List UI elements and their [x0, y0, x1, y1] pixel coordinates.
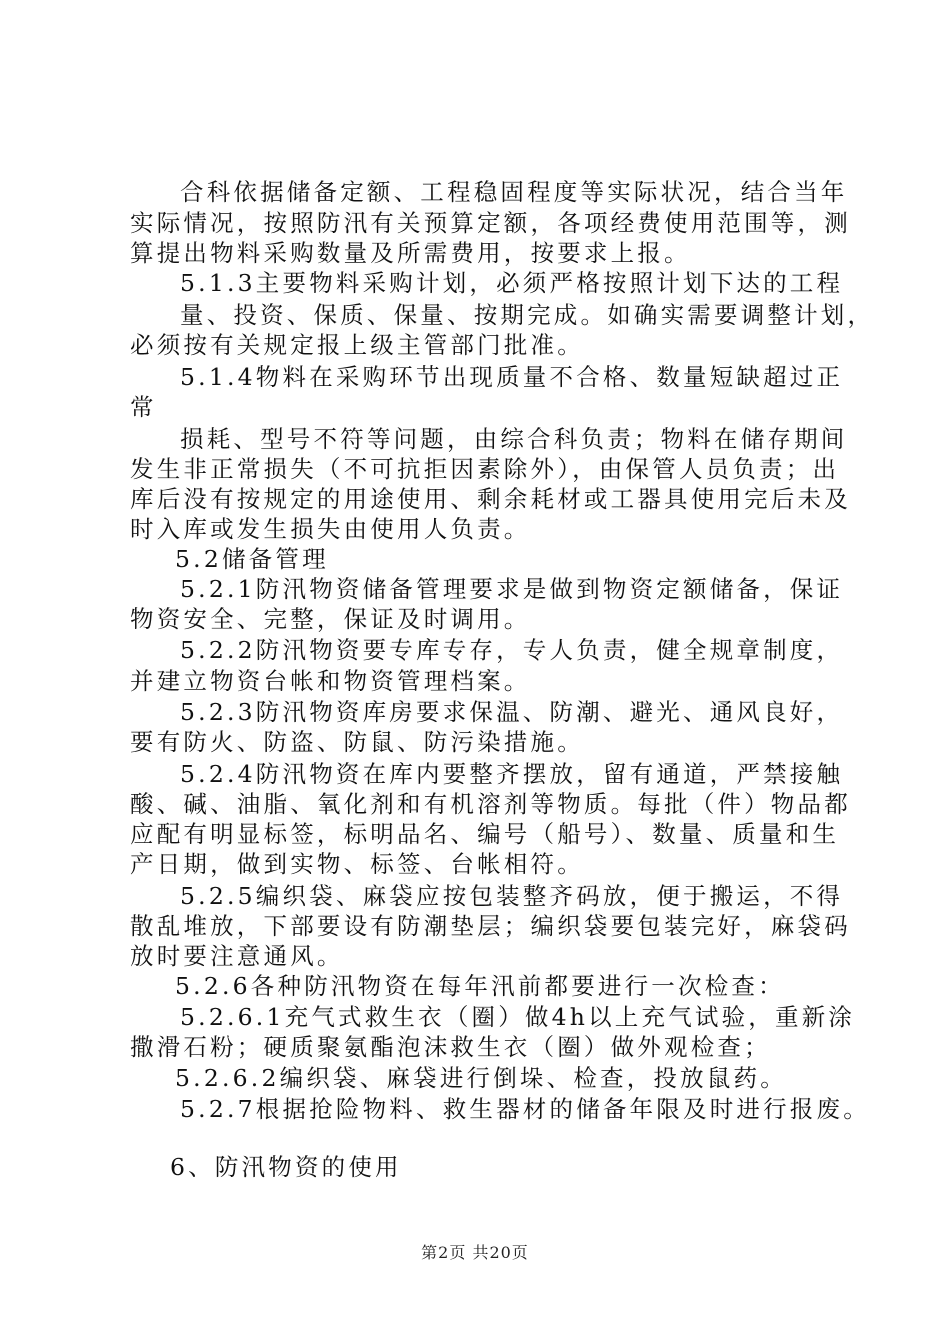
paragraph-line: 5.2.7根据抢险物料、救生器材的储备年限及时进行报废。: [180, 1095, 870, 1123]
paragraph-line: 量、投资、保质、保量、按期完成。如确实需要调整计划，: [180, 301, 875, 329]
page-number-footer: 第2页 共20页: [421, 1243, 529, 1262]
section-heading: 6、防汛物资的使用: [170, 1153, 402, 1181]
paragraph-line: 要有防火、防盗、防鼠、防污染措施。: [130, 728, 584, 756]
paragraph-line: 放时要注意通风。: [130, 942, 344, 970]
paragraph-line: 5.2.5编织袋、麻袋应按包装整齐码放，便于搬运，不得: [180, 882, 844, 910]
paragraph-line: 物资安全、完整，保证及时调用。: [130, 605, 531, 633]
paragraph-line: 常: [130, 393, 157, 421]
paragraph-line: 撒滑石粉；硬质聚氨酯泡沫救生衣（圈）做外观检查；: [130, 1033, 771, 1061]
paragraph-line: 实际情况，按照防汛有关预算定额，各项经费使用范围等，测: [130, 209, 851, 237]
paragraph-line: 5.1.3主要物料采购计划，必须严格按照计划下达的工程: [180, 269, 844, 297]
paragraph-line: 酸、碱、油脂、氧化剂和有机溶剂等物质。每批（件）物品都: [130, 790, 851, 818]
paragraph-line: 合科依据储备定额、工程稳固程度等实际状况，结合当年: [180, 178, 848, 206]
paragraph-line: 发生非正常损失（不可抗拒因素除外），由保管人员负责；出: [130, 455, 840, 483]
paragraph-line: 并建立物资台帐和物资管理档案。: [130, 667, 531, 695]
paragraph-line: 5.2.1防汛物资储备管理要求是做到物资定额储备，保证: [180, 575, 844, 603]
paragraph-line: 5.2.6各种防汛物资在每年汛前都要进行一次检查：: [175, 972, 785, 1000]
paragraph-line: 5.2.6.1充气式救生衣（圈）做4h以上充气试验，重新涂: [180, 1003, 856, 1031]
paragraph-line: 散乱堆放，下部要设有防潮垫层；编织袋要包装完好，麻袋码: [130, 912, 851, 940]
paragraph-line: 时入库或发生损失由使用人负责。: [130, 515, 531, 543]
paragraph-line: 库后没有按规定的用途使用、剩余耗材或工器具使用完后未及: [130, 485, 851, 513]
paragraph-line: 5.2.2防汛物资要专库专存，专人负责，健全规章制度，: [180, 636, 844, 664]
paragraph-line: 产日期，做到实物、标签、台帐相符。: [130, 850, 584, 878]
paragraph-line: 5.1.4物料在采购环节出现质量不合格、数量短缺超过正: [180, 363, 844, 391]
paragraph-line: 5.2.4防汛物资在库内要整齐摆放，留有通道，严禁接触: [180, 760, 844, 788]
paragraph-line: 损耗、型号不符等问题，由综合科负责；物料在储存期间: [180, 425, 848, 453]
paragraph-line: 必须按有关规定报上级主管部门批准。: [130, 331, 584, 359]
paragraph-line: 5.2.3防汛物资库房要求保温、防潮、避光、通风良好，: [180, 698, 844, 726]
paragraph-line: 应配有明显标签，标明品名、编号（船号）、数量、质量和生: [130, 820, 840, 848]
section-heading: 5.2储备管理: [175, 545, 329, 573]
paragraph-line: 5.2.6.2编织袋、麻袋进行倒垛、检查，投放鼠药。: [175, 1064, 787, 1092]
paragraph-line: 算提出物料采购数量及所需费用，按要求上报。: [130, 239, 691, 267]
